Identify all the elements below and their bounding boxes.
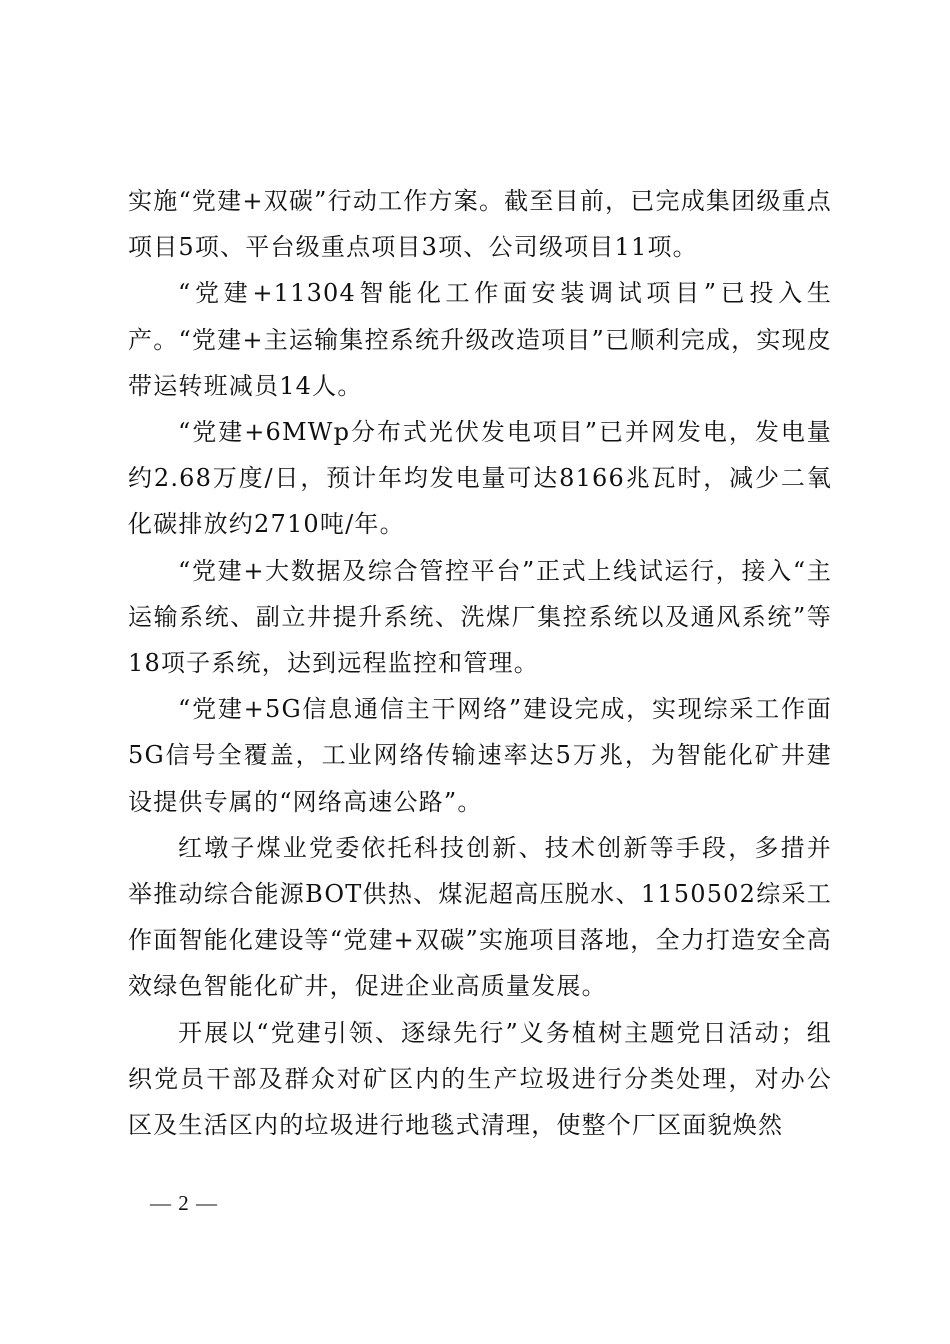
- paragraph-7: 开展以“党建引领、逐绿先行”义务植树主题党日活动；组织党员干部及群众对矿区内的生产垃圾进行分类处理，对办公区及生活区内的垃圾进行地毯式清理，使整个厂区面貌焕然: [128, 1018, 832, 1140]
- paragraph-4: “党建+大数据及综合管控平台”正式上线试运行，接入“主运输系统、副立井提升系统、洗煤厂集控系统以及通风系统”等18项子系统，达到远程监控和管理。: [128, 556, 832, 678]
- paragraph-2: “党建+11304智能化工作面安装调试项目”已投入生产。“党建+主运输集控系统升级改造项目”已顺利完成，实现皮带运转班减员14人。: [128, 279, 832, 400]
- paragraph-5: “党建+5G信息通信主干网络”建设完成，实现综采工作面5G信号全覆盖，工业网络传输速率达5万兆，为智能化矿井建设提供专属的“网络高速公路”。: [128, 695, 832, 816]
- document-body: [128, 178, 832, 1148]
- page-number: — 2 —: [150, 1191, 218, 1215]
- paragraph-3: “党建+6MWp分布式光伏发电项目”已并网发电，发电量约2.68万度/日，预计年均发电量可达8166兆瓦时，减少二氧化碳排放约2710吨/年。: [128, 418, 832, 539]
- paragraph-1: 实施“党建+双碳”行动工作方案。截至目前，已完成集团级重点项目5项、平台级重点项目3项、公司级项目11项。: [128, 187, 832, 262]
- paragraph-6: 红墩子煤业党委依托科技创新、技术创新等手段，多措并举推动综合能源BOT供热、煤泥超高压脱水、1150502综采工作面智能化建设等“党建+双碳”实施项目落地，全力打造安全高效绿色智能化矿井，促进企业高质量发展。: [128, 833, 832, 1001]
